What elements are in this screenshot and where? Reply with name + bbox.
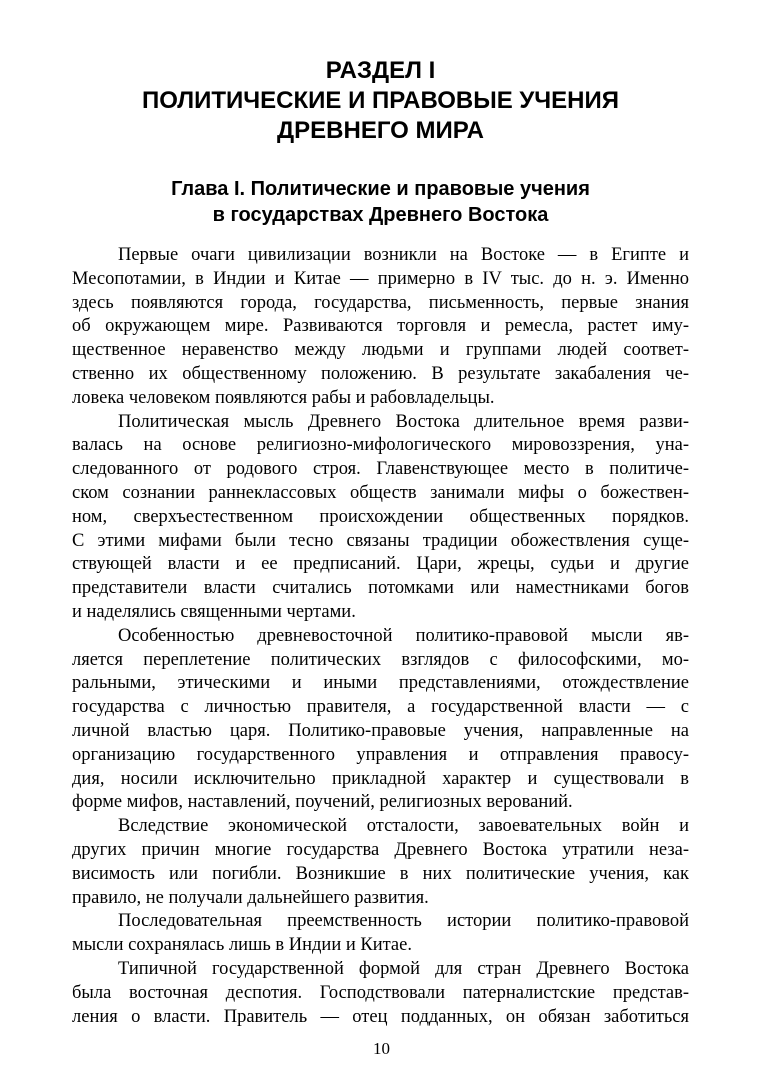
text-line: Особенностью древневосточной политико-правовой мысли яв- xyxy=(118,625,689,646)
chapter-title-line: Глава I. Политические и правовые учения xyxy=(171,178,590,200)
text-line: была восточная деспотия. Господствовали патерналистские представ- xyxy=(72,982,689,1003)
text-line: мысли сохранялась лишь в Индии и Китае. xyxy=(72,935,412,956)
text-line: дия, носили исключительно прикладной характер и существовали в xyxy=(72,768,689,789)
text-line: висимость или погибли. Возникшие в них политические учения, как xyxy=(72,863,689,884)
section-title-line: ДРЕВНЕГО МИРА xyxy=(277,117,484,144)
text-line: и наделялись священными чертами. xyxy=(72,601,356,622)
text-line: Вследствие экономической отсталости, завоевательных войн и xyxy=(118,816,689,837)
text-line: Последовательная преемственность истории политико-правовой xyxy=(118,911,689,932)
text-line: организацию государственного управления и отправления правосу- xyxy=(72,744,689,765)
text-line: ном, сверхъестественном происхождении общественных порядков. xyxy=(72,506,689,527)
section-title-line: РАЗДЕЛ I xyxy=(325,57,436,84)
text-line: форме мифов, наставлений, поучений, религиозных верований. xyxy=(72,792,573,813)
paragraph xyxy=(72,815,689,910)
text-line: следованного от родового строя. Главенствующее место в политиче- xyxy=(72,459,689,480)
text-line: ральными, этическими и иными представлениями, отождествление xyxy=(72,673,689,694)
chapter-title xyxy=(72,176,689,228)
text-line: правило, не получали дальнейшего развития. xyxy=(72,887,429,908)
paragraph xyxy=(72,958,689,1029)
text-line: Политическая мысль Древнего Востока длительное время разви- xyxy=(118,411,689,432)
section-title xyxy=(72,56,689,146)
text-line: Первые очаги цивилизации возникли на Востоке — в Египте и xyxy=(118,245,689,265)
text-line: ловека человеком появляются рабы и рабовладельцы. xyxy=(72,387,495,408)
text-line: валась на основе религиозно-мифологического мировоззрения, уна- xyxy=(72,435,689,456)
text-line: Типичной государственной формой для стран Древнего Востока xyxy=(118,958,689,979)
text-line: личной властью царя. Политико-правовые учения, направленные на xyxy=(72,720,689,741)
page-content xyxy=(72,56,689,1029)
text-line: ском сознании раннеклассовых обществ занимали мифы о божествен- xyxy=(72,482,689,503)
text-line: государства с личностью правителя, а государственной власти — с xyxy=(72,697,689,718)
text-line: здесь появляются города, государства, письменность, первые знания xyxy=(72,292,689,313)
text-line: ляется переплетение политических взглядов с философскими, мо- xyxy=(72,649,689,670)
paragraph xyxy=(72,244,689,411)
text-line: Месопотамии, в Индии и Китае — примерно в IV тыс. до н. э. Именно xyxy=(72,268,689,289)
paragraph xyxy=(72,625,689,815)
text-line: других причин многие государства Древнего Востока утратили неза- xyxy=(72,839,689,860)
paragraph xyxy=(72,411,689,625)
page-number: 10 xyxy=(373,1039,390,1058)
text-line: С этими мифами были тесно связаны традиции обожествления суще- xyxy=(72,530,689,551)
text-line: ствующей власти и ее предписаний. Цари, жрецы, судьи и другие xyxy=(72,554,689,575)
paragraph xyxy=(72,910,689,958)
text-line: об окружающем мире. Развиваются торговля и ремесла, растет иму- xyxy=(72,316,689,337)
section-title-line: ПОЛИТИЧЕСКИЕ И ПРАВОВЫЕ УЧЕНИЯ xyxy=(141,87,620,114)
text-line: ления о власти. Правитель — отец подданных, он обязан заботиться xyxy=(72,1006,689,1027)
chapter-title-line: в государствах Древнего Востока xyxy=(212,204,549,226)
text-line: ственно их общественному положению. В результате закабаления че- xyxy=(72,363,689,384)
text-line: представители власти считались потомками или наместниками богов xyxy=(72,578,689,599)
text-line: щественное неравенство между людьми и группами людей соответ- xyxy=(72,340,689,361)
